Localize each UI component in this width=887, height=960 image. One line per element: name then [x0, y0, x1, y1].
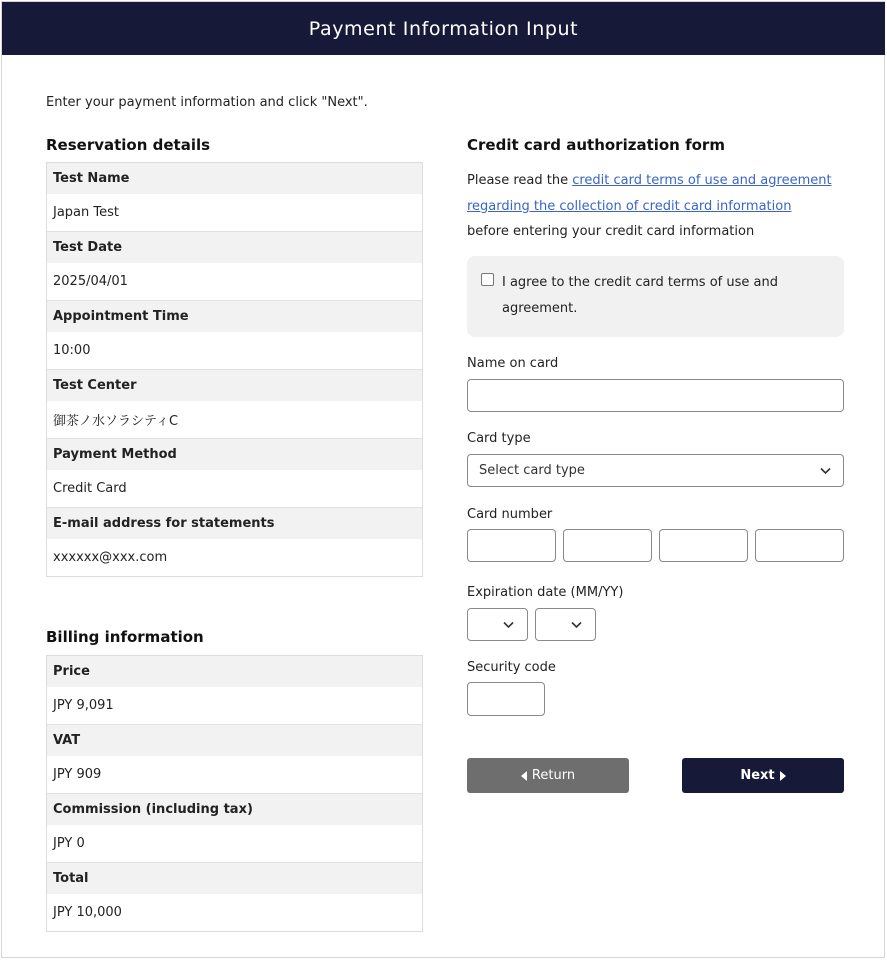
cc-terms-link[interactable]: credit card terms of use and agreement regarding the collection of credit card information [467, 173, 832, 214]
row-value: JPY 0 [47, 825, 422, 862]
card-type-label: Card type [467, 431, 531, 446]
agree-checkbox[interactable] [481, 273, 494, 286]
reservation-table [46, 162, 423, 577]
card-type-select[interactable] [467, 454, 844, 487]
return-button-label: Return [531, 768, 576, 783]
row-value: 10:00 [47, 332, 422, 369]
name-on-card-input[interactable] [467, 379, 844, 412]
page-title: Payment Information Input [308, 17, 579, 40]
chevron-down-icon [820, 467, 831, 474]
expiration-month-select[interactable] [467, 608, 528, 641]
row-label: Test Name [47, 163, 422, 194]
cc-desc-prefix: Please read the [467, 173, 573, 188]
row-value: xxxxxx@xxx.com [47, 539, 422, 576]
row-value: 御茶ノ水ソラシティC [47, 401, 422, 438]
billing-table [46, 655, 423, 932]
agree-label: I agree to the credit card terms of use and agreement. [502, 275, 778, 316]
row-value: JPY 909 [47, 756, 422, 793]
billing-title: Billing information [46, 628, 204, 646]
row-value: JPY 9,091 [47, 687, 422, 724]
row-value: JPY 10,000 [47, 894, 422, 931]
agreement-box [467, 256, 844, 337]
cc-description [467, 168, 847, 245]
card-number-label: Card number [467, 507, 553, 522]
row-value: Credit Card [47, 470, 422, 507]
row-label: Payment Method [47, 438, 422, 470]
row-value: Japan Test [47, 194, 422, 231]
cc-desc-suffix: before entering your credit card information [467, 224, 755, 239]
row-label: Test Center [47, 369, 422, 401]
cc-form-title: Credit card authorization form [467, 136, 725, 154]
row-label: Test Date [47, 231, 422, 263]
page-header [2, 2, 885, 55]
card-type-value: Select card type [479, 463, 585, 478]
security-code-input[interactable] [467, 682, 545, 716]
row-label: Appointment Time [47, 300, 422, 332]
caret-left-icon [521, 771, 528, 781]
card-number-input-3[interactable] [659, 529, 748, 562]
next-button-label: Next [740, 768, 775, 783]
row-label: Price [47, 656, 422, 687]
expiration-label: Expiration date (MM/YY) [467, 585, 624, 600]
expiration-year-select[interactable] [535, 608, 596, 641]
card-number-input-1[interactable] [467, 529, 556, 562]
chevron-down-icon [503, 621, 514, 628]
name-on-card-label: Name on card [467, 356, 559, 371]
row-value: 2025/04/01 [47, 263, 422, 300]
caret-right-icon [779, 771, 786, 781]
chevron-down-icon [571, 621, 582, 628]
card-number-input-2[interactable] [563, 529, 652, 562]
row-label: VAT [47, 724, 422, 756]
row-label: Commission (including tax) [47, 793, 422, 825]
row-label: Total [47, 862, 422, 894]
card-number-input-4[interactable] [755, 529, 844, 562]
return-button[interactable] [467, 758, 629, 793]
security-code-label: Security code [467, 660, 556, 675]
reservation-title: Reservation details [46, 136, 211, 154]
next-button[interactable] [682, 758, 844, 793]
row-label: E-mail address for statements [47, 507, 422, 539]
intro-text: Enter your payment information and click "Next". [46, 95, 368, 110]
